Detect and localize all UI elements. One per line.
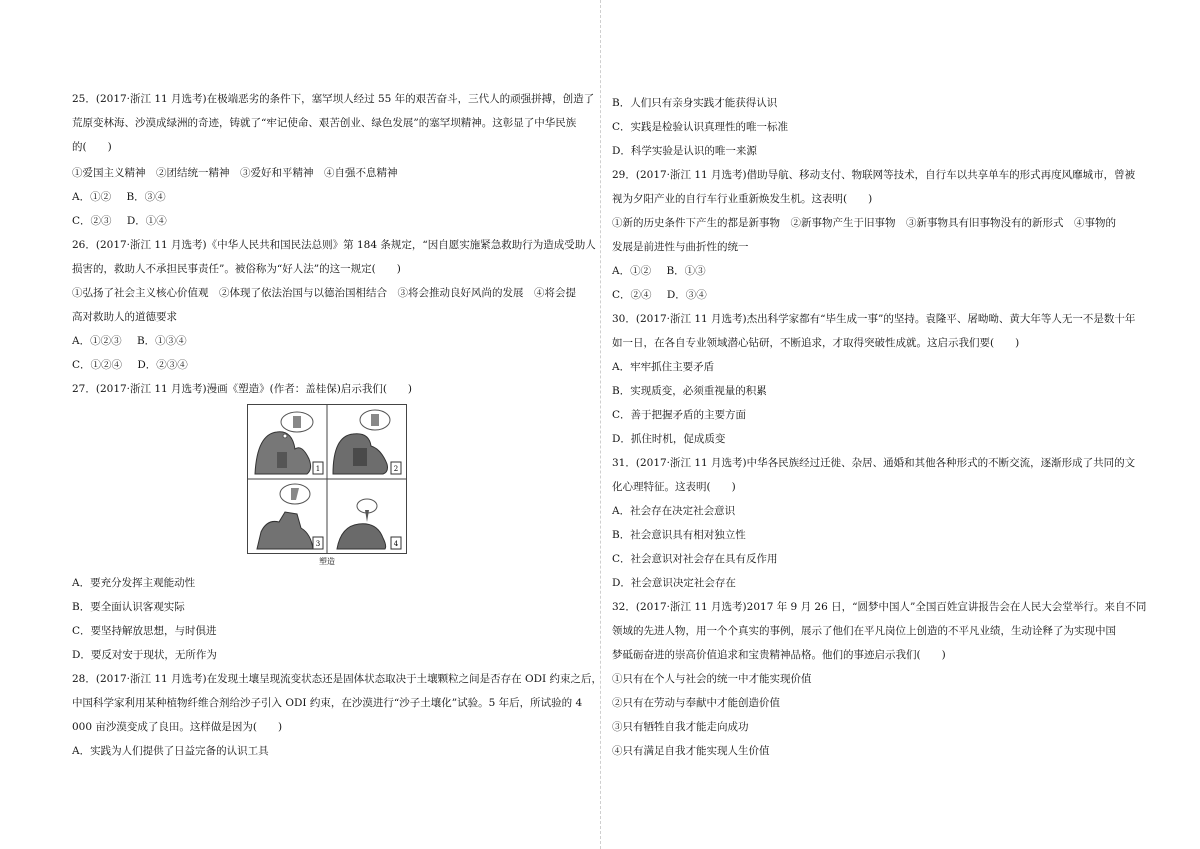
q25-options-row-1 [72,190,166,204]
panel-number-1: 1 [315,465,321,473]
q25-option-a[interactable]: A．①② [72,191,112,203]
q31-option-a[interactable]: A．社会存在决定社会意识 [612,505,736,517]
q25-stem-line-2: 荒原变林海、沙漠成绿洲的奇迹，铸就了“牢记使命、艰苦创业、绿色发展”的塞罕坝精神。这彰显了中华民族 [72,117,577,129]
q26-option-b[interactable]: B．①③④ [136,335,187,347]
q28-stem-line-2: 中国科学家利用某种植物纤维合剂给沙子引入 ODI 约束，在沙漠进行“沙子土壤化”试验。5 年后，所试验的 4 [72,697,583,709]
q26-option-d[interactable]: D．②③④ [137,359,188,371]
q32-stem-line-3: 梦砥砺奋进的崇高价值追求和宝贵精神品格。他们的事迹启示我们( ) [612,649,946,661]
q30-option-b[interactable]: B．实现质变，必须重视量的积累 [612,385,767,397]
panel-number-2: 2 [393,465,399,473]
q32-statement-4: ④只有满足自我才能实现人生价值 [612,745,770,757]
q26-options-row-2 [72,358,188,372]
q32-statement-2: ②只有在劳动与奉献中才能创造价值 [612,697,780,709]
comic-caption: 塑造 [319,557,335,566]
q32-stem-line-2: 领域的先进人物，用一个个真实的事例，展示了他们在平凡岗位上创造的不平凡业绩，生动诠释了为实现中国 [612,625,1116,637]
q31-option-b[interactable]: B．社会意识具有相对独立性 [612,529,746,541]
column-divider [600,0,601,849]
q28-option-a[interactable]: A．实践为人们提供了日益完备的认识工具 [72,745,269,757]
q25-option-b[interactable]: B．③④ [126,191,166,203]
q32-statement-1: ①只有在个人与社会的统一中才能实现价值 [612,673,812,685]
q29-options-row-1 [612,264,706,278]
q30-option-c[interactable]: C．善于把握矛盾的主要方面 [612,409,747,421]
q25-stem-line-3: 的( ) [72,141,112,153]
q25-statements: ①爱国主义精神 ②团结统一精神 ③爱好和平精神 ④自强不息精神 [72,167,398,179]
q26-option-a[interactable]: A．①②③ [72,335,122,347]
panel-number-4: 4 [393,540,399,548]
q29-option-d[interactable]: D．③④ [666,289,707,301]
q26-stem-line-2: 损害的，救助人不承担民事责任”。被俗称为“好人法”的这一规定( ) [72,263,401,275]
q27-option-a[interactable]: A．要充分发挥主观能动性 [72,577,196,589]
q29-statements-line-2: 发展是前进性与曲折性的统一 [612,241,749,253]
q28-stem-line-1: 28．(2017·浙江 11 月选考)在发现土壤呈现流变状态还是固体状态取决于土壤颗粒之间是否存在 ODI 约束之后， [72,673,602,685]
q27-option-b[interactable]: B．要全面认识客观实际 [72,601,185,613]
q26-option-c[interactable]: C．①②④ [72,359,123,371]
q25-option-d[interactable]: D．①④ [126,215,167,227]
q32-stem-line-1: 32．(2017·浙江 11 月选考)2017 年 9 月 26 日，“圆梦中国人”全国百姓宣讲报告会在人民大会堂举行。来自不同 [612,601,1147,613]
q32-statement-3: ③只有牺牲自我才能走向成功 [612,721,749,733]
q31-option-d[interactable]: D．社会意识决定社会存在 [612,577,736,589]
q29-option-a[interactable]: A．①② [612,265,652,277]
q30-option-a[interactable]: A．牢牢抓住主要矛盾 [612,361,715,373]
q28-option-b[interactable]: B．人们只有亲身实践才能获得认识 [612,97,778,109]
q28-option-c[interactable]: C．实践是检验认识真理性的唯一标准 [612,121,789,133]
comic-shaping-image [247,404,407,554]
q28-stem-line-3: 000 亩沙漠变成了良田。这样做是因为( ) [72,721,283,733]
q26-stem-line-1: 26．(2017·浙江 11 月选考)《中华人民共和国民法总则》第 184 条规定，“因自愿实施紧急救助行为造成受助人 [72,239,596,251]
panel-number-3: 3 [315,540,321,548]
q29-stem-line-2: 视为夕阳产业的自行车行业重新焕发生机。这表明( ) [612,193,873,205]
q26-statements-line-2: 高对救助人的道德要求 [72,311,177,323]
q25-options-row-2 [72,214,167,228]
q29-statements-line-1: ①新的历史条件下产生的都是新事物 ②新事物产生于旧事物 ③新事物具有旧事物没有的新形式 ④事物的 [612,217,1116,229]
q28-option-d[interactable]: D．科学实验是认识的唯一来源 [612,145,757,157]
q26-options-row-1 [72,334,187,348]
q25-option-c[interactable]: C．②③ [72,215,112,227]
q31-option-c[interactable]: C．社会意识对社会存在具有反作用 [612,553,778,565]
q27-option-c[interactable]: C．要坚持解放思想，与时俱进 [72,625,217,637]
q27-stem: 27．(2017·浙江 11 月选考)漫画《塑造》(作者：盖桂保)启示我们( ) [72,383,413,395]
q31-stem-line-1: 31．(2017·浙江 11 月选考)中华各民族经过迁徙、杂居、通婚和其他各种形式的不断交流，逐渐形成了共同的文 [612,457,1136,469]
q27-option-d[interactable]: D．要反对安于现状，无所作为 [72,649,217,661]
q29-stem-line-1: 29．(2017·浙江 11 月选考)借助导航、移动支付、物联网等技术，自行车以共享单车的形式再度风靡城市，曾被 [612,169,1136,181]
q25-stem-line-1: 25．(2017·浙江 11 月选考)在极端恶劣的条件下，塞罕坝人经过 55 年的艰苦奋斗，三代人的顽强拼搏，创造了 [72,93,595,105]
q31-stem-line-2: 化心理特征。这表明( ) [612,481,736,493]
q30-stem-line-2: 如一日，在各自专业领域潜心钻研，不断追求，才取得突破性成就。这启示我们要( ) [612,337,1020,349]
q30-option-d[interactable]: D．抓住时机，促成质变 [612,433,726,445]
q29-options-row-2 [612,288,707,302]
q26-statements-line-1: ①弘扬了社会主义核心价值观 ②体现了依法治国与以德治国相结合 ③将会推动良好风尚的发展 ④将会提 [72,287,576,299]
q29-option-c[interactable]: C．②④ [612,289,652,301]
q29-option-b[interactable]: B．①③ [666,265,706,277]
q30-stem-line-1: 30．(2017·浙江 11 月选考)杰出科学家都有“毕生成一事”的坚持。袁隆平、屠呦呦、黄大年等人无一不是数十年 [612,313,1136,325]
